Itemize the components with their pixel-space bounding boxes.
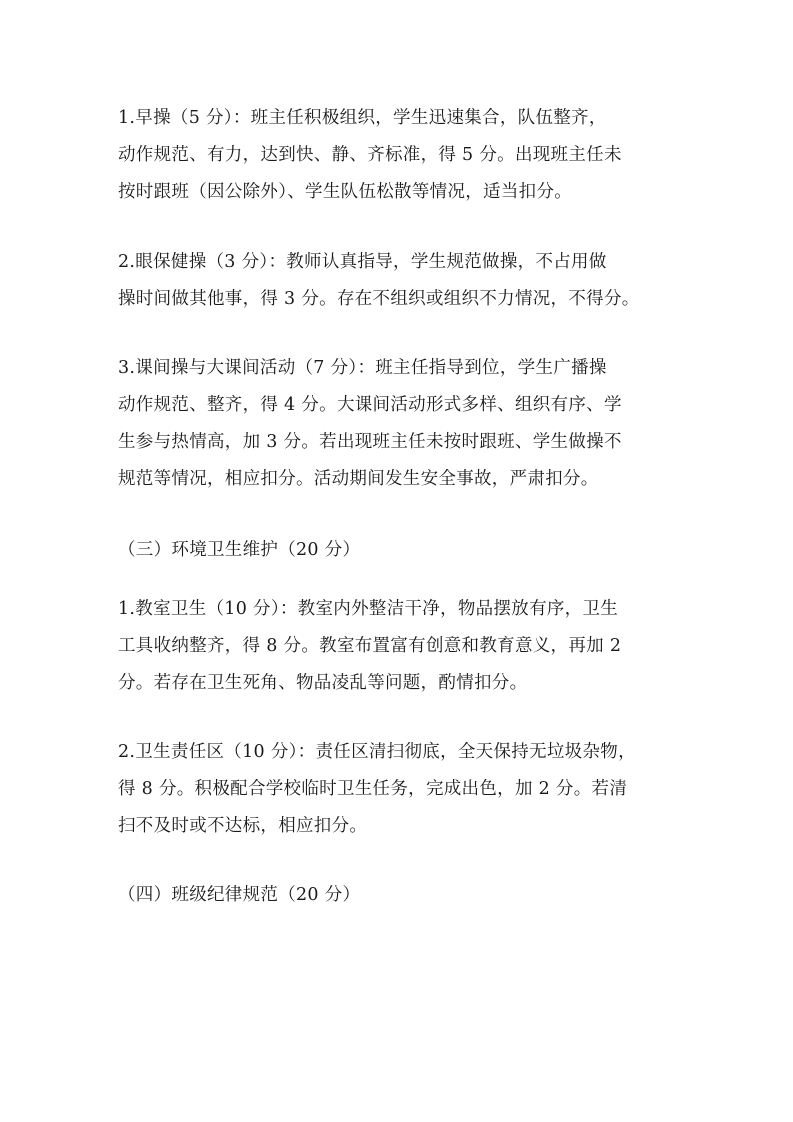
paragraph-responsibility-area bbox=[118, 734, 678, 845]
text-line: 2.卫生责任区（10 分）：责任区清扫彻底，全天保持无垃圾杂物， bbox=[118, 742, 636, 762]
text-line: 扫不及时或不达标，相应扣分。 bbox=[118, 816, 368, 836]
text-line: 工具收纳整齐，得 8 分。教室布置富有创意和教育意义，再加 2 bbox=[118, 636, 622, 656]
text-line: 得 8 分。积极配合学校临时卫生任务，完成出色，加 2 分。若清 bbox=[118, 779, 628, 799]
section-heading-discipline: （四）班级纪律规范（20 分） bbox=[118, 885, 361, 905]
text-line: 按时跟班（因公除外）、学生队伍松散等情况，适当扣分。 bbox=[118, 182, 573, 202]
text-line: 3.课间操与大课间活动（7 分）：班主任指导到位，学生广播操 bbox=[118, 358, 607, 378]
paragraph-break-activities bbox=[118, 350, 678, 498]
text-line: 1.早操（5 分）：班主任积极组织，学生迅速集合，队伍整齐， bbox=[118, 108, 607, 128]
text-line: 动作规范、整齐，得 4 分。大课间活动形式多样、组织有序、学 bbox=[118, 395, 622, 415]
paragraph-eye-exercise bbox=[118, 244, 678, 318]
text-line: 规范等情况，相应扣分。活动期间发生安全事故，严肃扣分。 bbox=[118, 469, 599, 489]
text-line: 2.眼保健操（3 分）：教师认真指导，学生规范做操，不占用做 bbox=[118, 252, 607, 272]
text-line: 生参与热情高，加 3 分。若出现班主任未按时跟班、学生做操不 bbox=[118, 432, 622, 452]
paragraph-classroom-hygiene bbox=[118, 591, 678, 702]
text-line: 分。若存在卫生死角、物品凌乱等问题，酌情扣分。 bbox=[118, 673, 528, 693]
text-line: 操时间做其他事，得 3 分。存在不组织或组织不力情况，不得分。 bbox=[118, 289, 640, 309]
paragraph-morning-exercise bbox=[118, 100, 678, 211]
text-line: 1.教室卫生（10 分）：教室内外整洁干净，物品摆放有序，卫生 bbox=[118, 599, 619, 619]
section-heading-environment: （三）环境卫生维护（20 分） bbox=[118, 540, 361, 560]
text-line: 动作规范、有力，达到快、静、齐标准，得 5 分。出现班主任未 bbox=[118, 145, 622, 165]
